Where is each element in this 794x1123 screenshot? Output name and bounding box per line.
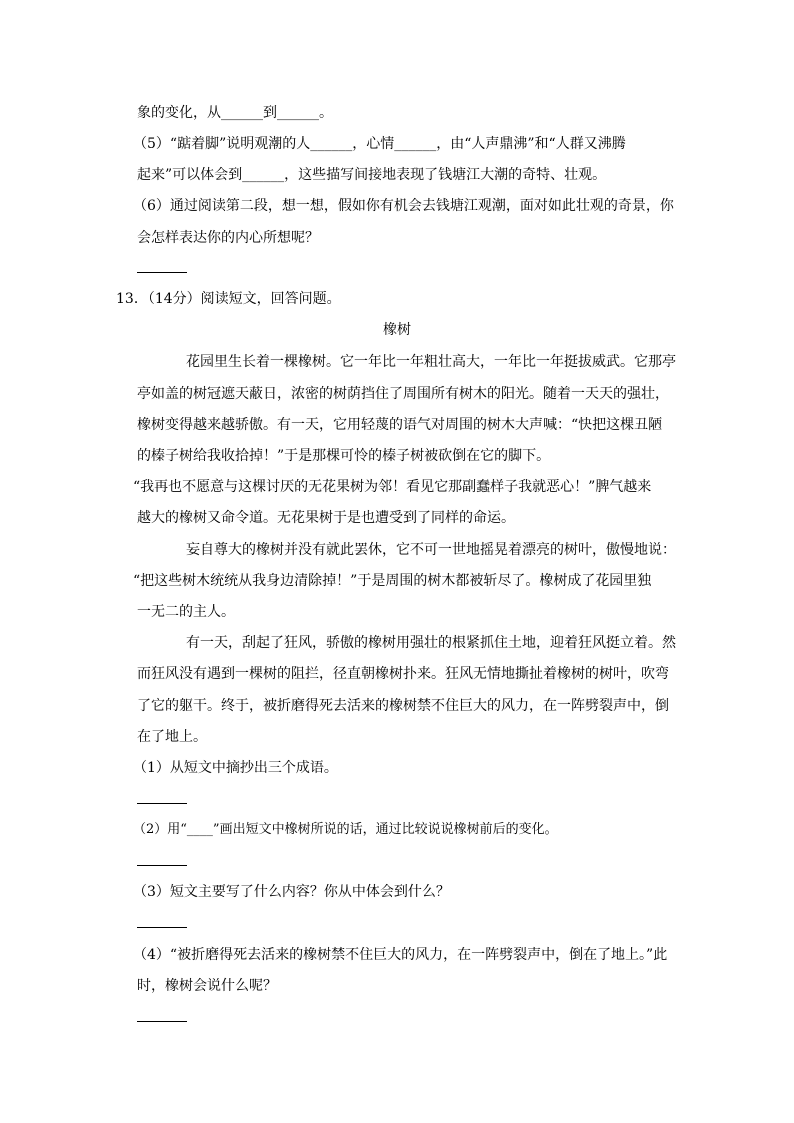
- sub-question-4-line-2: 时，橡树会说什么呢？: [137, 978, 277, 994]
- sub-question-1: （1）从短文中摘抄出三个成语。: [133, 760, 338, 776]
- passage-p3-line-1: 妄自尊大的橡树并没有就此罢休，它不可一世地摇晃着漂亮的树叶，傲慢地说：: [186, 542, 676, 558]
- answer-blank: [137, 272, 187, 273]
- sub-question-4-line-1: （4）“被折磨得死去活来的橡树禁不住巨大的风力，在一阵劈裂声中，倒在了地上。”此: [133, 947, 668, 963]
- passage-p3-line-2: “把这些树木统统从我身边清除掉！”于是周围的树木都被斩尽了。橡树成了花园里独: [133, 573, 652, 589]
- question-5-line-1: （5）“踮着脚”说明观潮的人______，心情______，由“人声鼎沸”和“人群又沸腾: [133, 136, 626, 152]
- passage-title: 橡树: [383, 322, 411, 338]
- passage-p4-line-2: 而狂风没有遇到一棵树的阻拦，径直朝橡树扑来。狂风无情地撕扯着橡树的树叶，吹弯: [137, 666, 669, 682]
- passage-p4-line-4: 在了地上。: [137, 729, 207, 745]
- passage-p2-line-2: 越大的橡树又命令道。无花果树于是也遭受到了同样的命运。: [137, 510, 515, 526]
- passage-p1-line-4: 的榛子树给我收拾掉！”于是那棵可怜的榛子树被砍倒在它的脚下。: [137, 448, 551, 464]
- question-6-line-1: （6）通过阅读第二段，想一想，假如你有机会去钱塘江观潮，面对如此壮观的奇景，你: [133, 198, 674, 214]
- passage-p2-line-1: “我再也不愿意与这棵讨厌的无花果树为邻！看见它那副蠢样子我就恶心！”脾气越来: [133, 479, 652, 495]
- text-line: 象的变化，从______到______。: [137, 105, 333, 121]
- answer-blank: [137, 803, 187, 804]
- passage-p4-line-3: 了它的躯干。终于，被折磨得死去活来的橡树禁不住巨大的风力，在一阵劈裂声中，倒: [137, 698, 669, 714]
- passage-p3-line-3: 一无二的主人。: [137, 604, 235, 620]
- answer-blank: [137, 1021, 187, 1022]
- question-5-line-2: 起来”可以体会到______，这些描写间接地表现了钱塘江大潮的奇特、壮观。: [137, 167, 607, 183]
- answer-blank: [137, 865, 187, 866]
- sub-question-2: （2）用“____”画出短文中橡树所说的话，通过比较说说橡树前后的变化。: [133, 822, 558, 837]
- question-13-heading: 13．（14分）阅读短文，回答问题。: [116, 291, 341, 307]
- passage-p4-line-1: 有一天，刮起了狂风，骄傲的橡树用强壮的根紧抓住土地，迎着狂风挺立着。然: [186, 635, 676, 651]
- passage-p1-line-2: 亭如盖的树冠遮天蔽日，浓密的树荫挡住了周围所有树木的阳光。随着一天天的强壮，: [137, 386, 669, 402]
- answer-blank: [137, 927, 187, 928]
- passage-p1-line-1: 花园里生长着一棵橡树。它一年比一年粗壮高大，一年比一年挺拔威武。它那亭: [186, 354, 676, 370]
- question-6-line-2: 会怎样表达你的内心所想呢？: [137, 230, 319, 246]
- passage-p1-line-3: 橡树变得越来越骄傲。有一天，它用轻蔑的语气对周围的树木大声喊：“快把这棵丑陋: [137, 417, 663, 433]
- sub-question-3: （3）短文主要写了什么内容？你从中体会到什么？: [133, 884, 450, 900]
